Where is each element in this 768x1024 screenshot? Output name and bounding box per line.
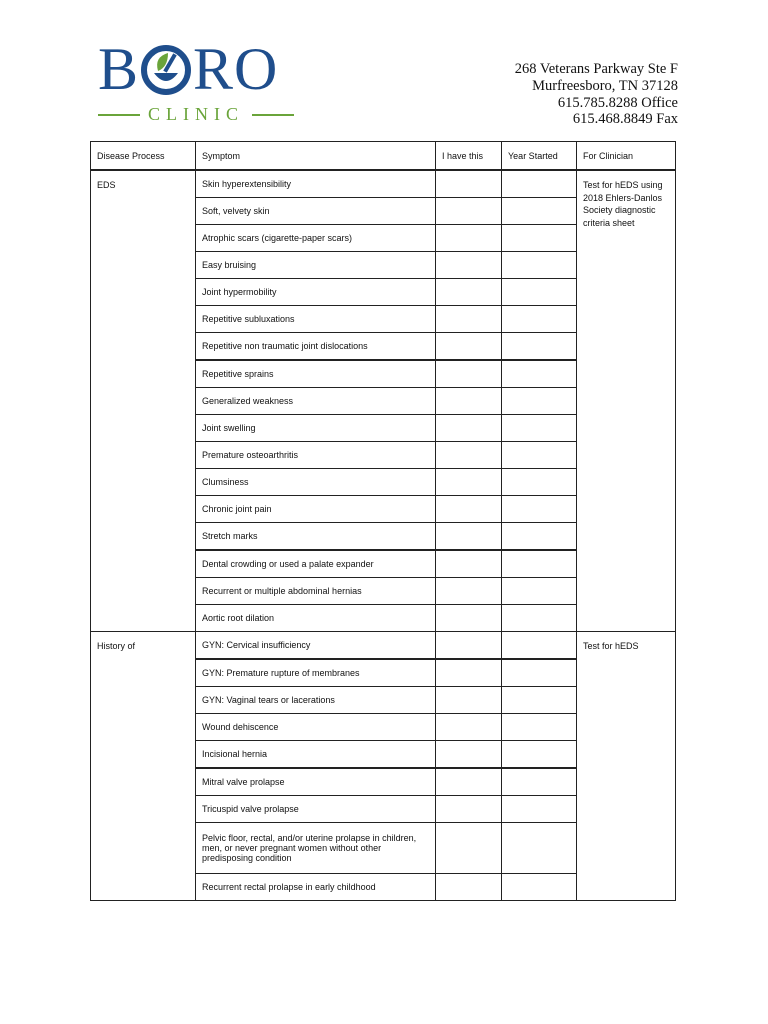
i-have-this-cell[interactable] (436, 225, 502, 252)
header-i-have-this: I have this (436, 142, 502, 171)
i-have-this-cell[interactable] (436, 388, 502, 415)
i-have-this-cell[interactable] (436, 496, 502, 523)
symptom-cell: Atrophic scars (cigarette-paper scars) (196, 225, 436, 252)
year-started-cell[interactable] (502, 605, 577, 632)
year-started-cell[interactable] (502, 687, 577, 714)
year-started-cell[interactable] (502, 578, 577, 605)
address-street: 268 Veterans Parkway Ste F (514, 61, 678, 77)
i-have-this-cell[interactable] (436, 605, 502, 632)
symptom-cell: Skin hyperextensibility (196, 170, 436, 198)
table-row (91, 632, 676, 660)
i-have-this-cell[interactable] (436, 796, 502, 823)
i-have-this-cell[interactable] (436, 550, 502, 578)
year-started-cell[interactable] (502, 279, 577, 306)
year-started-cell[interactable] (502, 469, 577, 496)
year-started-cell[interactable] (502, 252, 577, 279)
symptom-cell: Repetitive subluxations (196, 306, 436, 333)
symptom-cell: Tricuspid valve prolapse (196, 796, 436, 823)
disease-process-cell: EDS (91, 170, 196, 632)
year-started-cell[interactable] (502, 225, 577, 252)
i-have-this-cell[interactable] (436, 252, 502, 279)
logo-subtitle-text: CLINIC (148, 104, 244, 124)
symptom-cell: Mitral valve prolapse (196, 768, 436, 796)
i-have-this-cell[interactable] (436, 170, 502, 198)
year-started-cell[interactable] (502, 360, 577, 388)
i-have-this-cell[interactable] (436, 415, 502, 442)
symptom-cell: Repetitive sprains (196, 360, 436, 388)
i-have-this-cell[interactable] (436, 523, 502, 551)
year-started-cell[interactable] (502, 741, 577, 769)
table-row (91, 170, 676, 198)
year-started-cell[interactable] (502, 659, 577, 687)
clinic-logo (98, 38, 298, 128)
disease-process-cell: History of (91, 632, 196, 901)
i-have-this-cell[interactable] (436, 632, 502, 660)
year-started-cell[interactable] (502, 415, 577, 442)
symptom-cell: GYN: Premature rupture of membranes (196, 659, 436, 687)
year-started-cell[interactable] (502, 388, 577, 415)
symptom-cell: Clumsiness (196, 469, 436, 496)
symptom-cell: Joint swelling (196, 415, 436, 442)
symptom-cell: Easy bruising (196, 252, 436, 279)
header-disease-process: Disease Process (91, 142, 196, 171)
year-started-cell[interactable] (502, 496, 577, 523)
header-for-clinician: For Clinician (577, 142, 676, 171)
year-started-cell[interactable] (502, 442, 577, 469)
for-clinician-cell: Test for hEDS (577, 632, 676, 901)
address-city: Murfreesboro, TN 37128 (532, 77, 678, 94)
i-have-this-cell[interactable] (436, 874, 502, 901)
symptom-cell: Repetitive non traumatic joint dislocations (196, 333, 436, 361)
logo-rule-left (98, 114, 140, 116)
year-started-cell[interactable] (502, 768, 577, 796)
symptom-cell: Incisional hernia (196, 741, 436, 769)
table-header-row (91, 142, 676, 171)
logo-wordmark (98, 38, 278, 100)
symptom-cell: Chronic joint pain (196, 496, 436, 523)
logo-letters-ro: RO (193, 36, 279, 102)
symptom-cell: Recurrent or multiple abdominal hernias (196, 578, 436, 605)
symptom-cell: Dental crowding or used a palate expander (196, 550, 436, 578)
i-have-this-cell[interactable] (436, 659, 502, 687)
i-have-this-cell[interactable] (436, 768, 502, 796)
logo-letter-b: B (98, 36, 140, 102)
year-started-cell[interactable] (502, 796, 577, 823)
year-started-cell[interactable] (502, 306, 577, 333)
i-have-this-cell[interactable] (436, 198, 502, 225)
year-started-cell[interactable] (502, 198, 577, 225)
address-phone-fax: 615.468.8849 Fax (572, 111, 678, 128)
header-symptom: Symptom (196, 142, 436, 171)
symptom-cell: Joint hypermobility (196, 279, 436, 306)
symptom-cell: Wound dehiscence (196, 714, 436, 741)
i-have-this-cell[interactable] (436, 333, 502, 361)
logo-subtitle (98, 104, 294, 125)
clinic-address (515, 61, 678, 128)
symptom-cell: Recurrent rectal prolapse in early childhood (196, 874, 436, 901)
logo-rule-right (252, 114, 294, 116)
symptom-checklist-table (90, 141, 676, 901)
i-have-this-cell[interactable] (436, 279, 502, 306)
i-have-this-cell[interactable] (436, 687, 502, 714)
year-started-cell[interactable] (502, 333, 577, 361)
i-have-this-cell[interactable] (436, 578, 502, 605)
symptom-cell: GYN: Vaginal tears or lacerations (196, 687, 436, 714)
for-clinician-cell: Test for hEDS using 2018 Ehlers-Danlos Society diagnostic criteria sheet (577, 170, 676, 632)
address-phone-office: 615.785.8288 Office (557, 94, 678, 111)
i-have-this-cell[interactable] (436, 442, 502, 469)
year-started-cell[interactable] (502, 714, 577, 741)
year-started-cell[interactable] (502, 874, 577, 901)
symptom-cell: Pelvic floor, rectal, and/or uterine prolapse in children, men, or never pregnant women without other predisposing condition (196, 823, 436, 874)
i-have-this-cell[interactable] (436, 823, 502, 874)
symptom-cell: Aortic root dilation (196, 605, 436, 632)
table-body (91, 170, 676, 901)
i-have-this-cell[interactable] (436, 306, 502, 333)
i-have-this-cell[interactable] (436, 469, 502, 496)
symptom-cell: Soft, velvety skin (196, 198, 436, 225)
symptom-cell: Premature osteoarthritis (196, 442, 436, 469)
mortar-pestle-leaf-icon (140, 44, 192, 94)
i-have-this-cell[interactable] (436, 714, 502, 741)
symptom-cell: GYN: Cervical insufficiency (196, 632, 436, 660)
year-started-cell[interactable] (502, 523, 577, 551)
i-have-this-cell[interactable] (436, 360, 502, 388)
year-started-cell[interactable] (502, 170, 577, 198)
symptom-cell: Stretch marks (196, 523, 436, 551)
header-year-started: Year Started (502, 142, 577, 171)
year-started-cell[interactable] (502, 550, 577, 578)
year-started-cell[interactable] (502, 823, 577, 874)
year-started-cell[interactable] (502, 632, 577, 660)
symptom-cell: Generalized weakness (196, 388, 436, 415)
i-have-this-cell[interactable] (436, 741, 502, 769)
